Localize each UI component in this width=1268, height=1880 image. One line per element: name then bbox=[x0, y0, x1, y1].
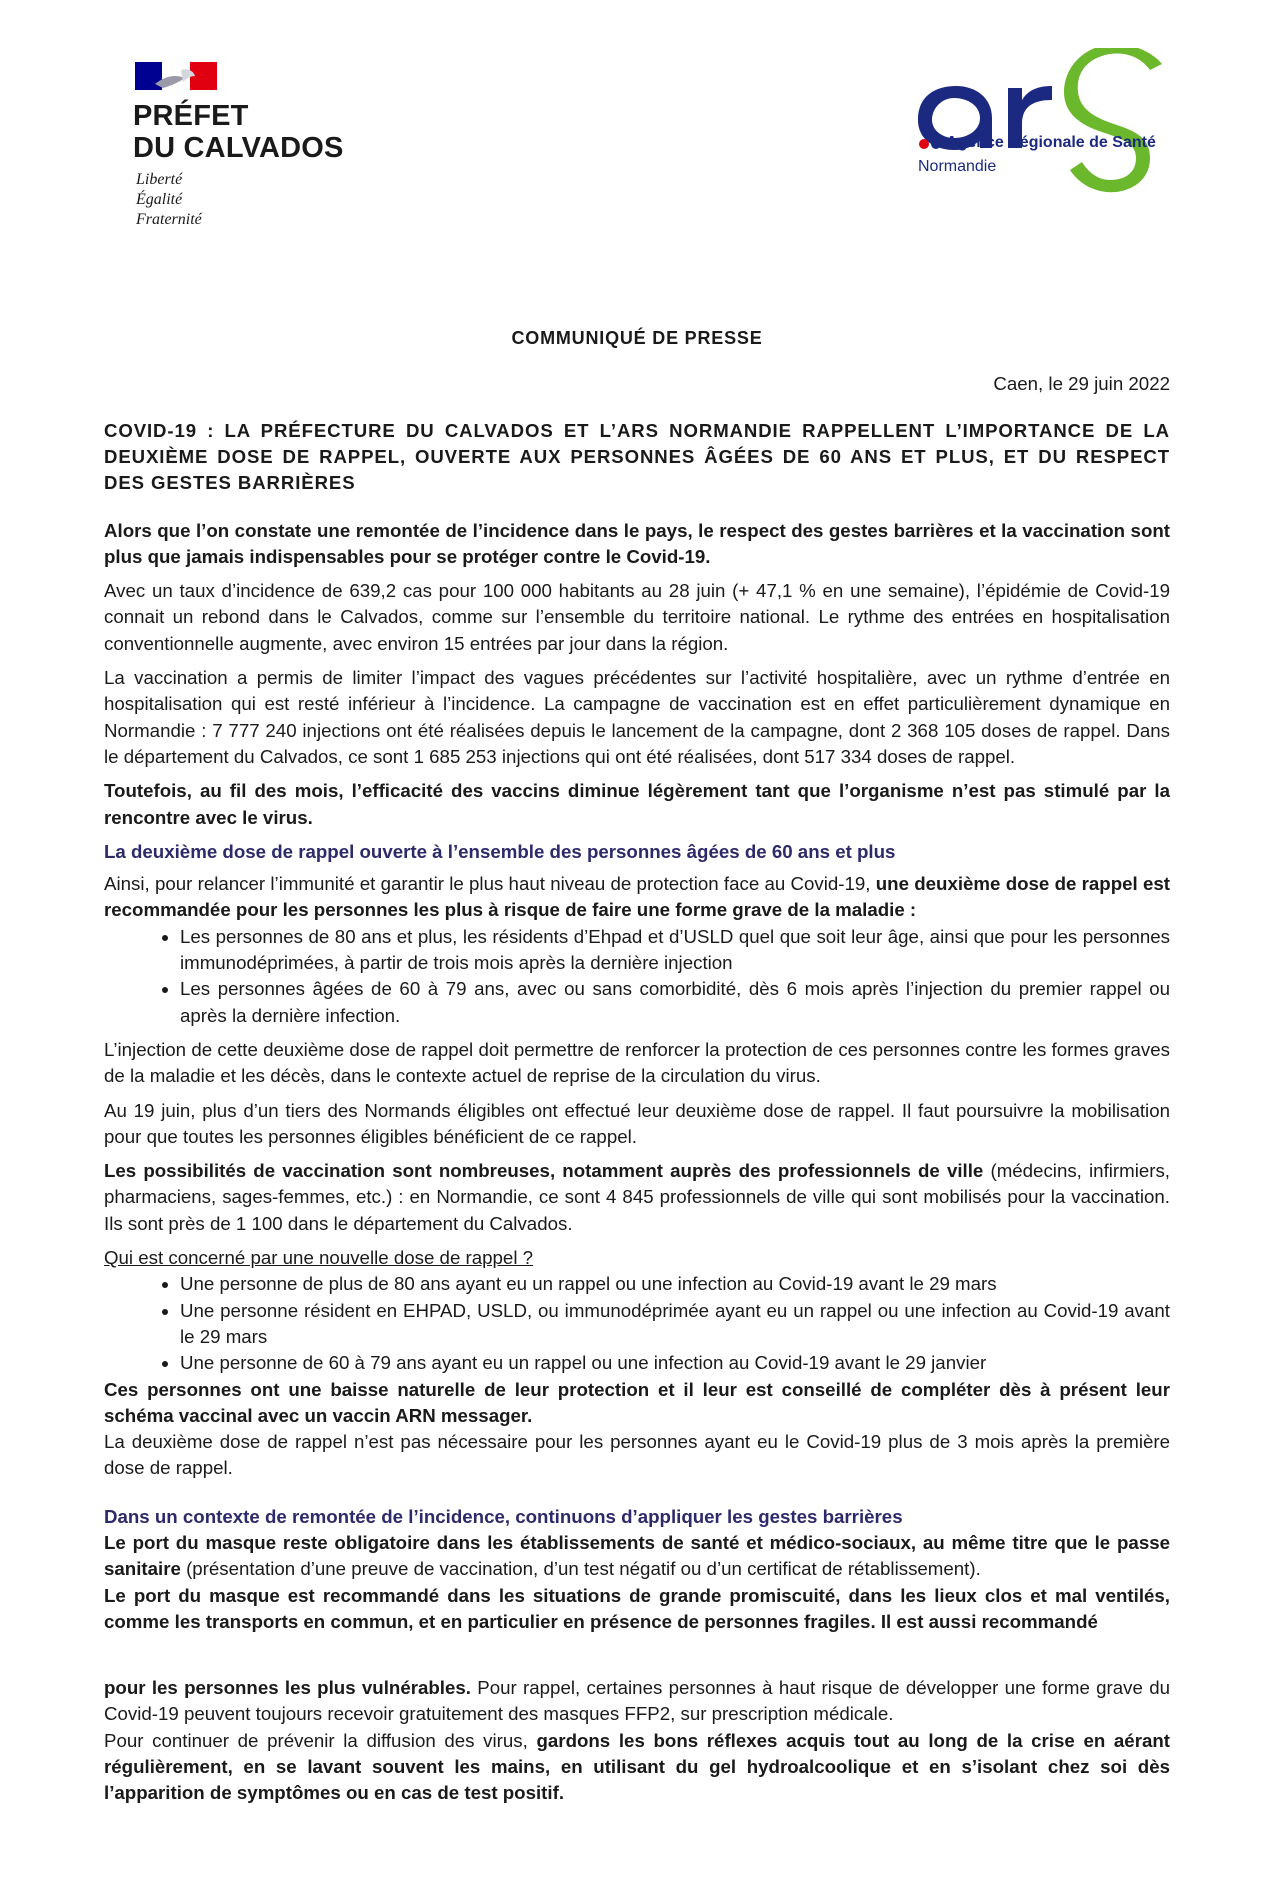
press-release-label: COMMUNIQUÉ DE PRESSE bbox=[511, 328, 763, 348]
prefect-name-line1: PRÉFET bbox=[133, 100, 249, 132]
eligible-groups-list bbox=[104, 924, 1170, 1029]
paragraph-mask-mandatory bbox=[104, 1530, 1170, 1583]
marianne-flag-icon bbox=[135, 62, 217, 90]
paragraph-injection-purpose: L’injection de cette deuxième dose de rappel doit permettre de renforcer la protection de ces personnes contre les formes graves de la maladie et les décès, dans le contexte actuel de reprise de la circulation du virus. bbox=[104, 1038, 1170, 1087]
main-title: COVID-19 : LA PRÉFECTURE DU CALVADOS ET L’ARS NORMANDIE RAPPELLENT L’IMPORTANCE DE LA DEUXIÈME DOSE DE RAPPEL, OUVERTE AUX PERSONNES ÂGÉES DE 60 ANS ET PLUS, ET DU RESPECT DES GESTES BARRIÈRES bbox=[104, 419, 1170, 493]
prefect-motto bbox=[136, 170, 202, 230]
paragraph-vulnerable bbox=[104, 1675, 1170, 1728]
paragraph-vaccination: La vaccination a permis de limiter l’impact des vagues précédentes sur l’activité hospitalière, avec un rythme d’entrée en hospitalisation qui est resté inférieur à l’incidence. La campagne de vaccination est en effet particulièrement dynamique en Normandie : 7 777 240 injections ont été réalisées depuis le lancement de la campagne, dont 2 368 105 doses de rappel. Dans le département du Calvados, ce sont 1 685 253 injections qui ont été réalisées, dont 517 334 doses de rappel. bbox=[104, 667, 1170, 767]
lead-paragraph: Alors que l’on constate une remontée de l’incidence dans le pays, le respect des gestes barrières et la vaccination sont plus que jamais indispensables pour se protéger contre le Covid-19. bbox=[104, 519, 1170, 567]
list-item: • Une personne de 60 à 79 ans ayant eu un rappel ou une infection au Covid-19 avant le 29 janvier bbox=[180, 1350, 1170, 1376]
ars-subtitle-region: Normandie bbox=[918, 158, 997, 175]
who-is-concerned-list bbox=[104, 1271, 1170, 1376]
professionals-bold: Les possibilités de vaccination sont nombreuses, notamment auprès des professionnels de ville bbox=[104, 1160, 984, 1182]
section-heading-second-booster: La deuxième dose de rappel ouverte à l’ensemble des personnes âgées de 60 ans et plus bbox=[104, 840, 896, 862]
ars-subtitle-agency: Agence Régionale de Santé bbox=[946, 134, 1156, 151]
list-item: • Une personne de plus de 80 ans ayant eu un rappel ou une infection au Covid-19 avant le 29 mars bbox=[180, 1271, 1170, 1297]
paragraph-not-necessary: La deuxième dose de rappel n’est pas nécessaire pour les personnes ayant eu le Covid-19 plus de 3 mois après la première dose de rappel. bbox=[104, 1431, 1170, 1479]
prefect-name bbox=[133, 100, 344, 164]
motto-egalite: Égalité bbox=[136, 191, 183, 208]
recommendation-bold: une deuxième dose de rappel est recommandée pour les personnes les plus à risque de faire une forme grave de la maladie : bbox=[104, 873, 1170, 921]
paragraph-progress: Au 19 juin, plus d’un tiers des Normands éligibles ont effectué leur deuxième dose de rappel. Il faut poursuivre la mobilisation pour que toutes les personnes éligibles bénéficient de ce rappel. bbox=[104, 1099, 1170, 1147]
dateline: Caen, le 29 juin 2022 bbox=[993, 373, 1170, 395]
vulnerable-bold: pour les personnes les plus vulnérables. bbox=[104, 1677, 471, 1699]
motto-fraternite: Fraternité bbox=[136, 211, 202, 228]
recommendation-intro: Ainsi, pour relancer l’immunité et garantir le plus haut niveau de protection face au Covid-19, bbox=[104, 873, 876, 895]
mask-mandatory-rest: (présentation d’une preuve de vaccination, d’un test négatif ou d’un certificat de rétablissement). bbox=[180, 1558, 981, 1580]
paragraph-efficacy: Toutefois, au fil des mois, l’efficacité des vaccins diminue légèrement tant que l’organisme n’est pas stimulé par la rencontre avec le virus. bbox=[104, 780, 1170, 828]
paragraph-recommendation bbox=[104, 871, 1170, 924]
paragraph-natural-decline: Ces personnes ont une baisse naturelle de leur protection et il leur est conseillé de compléter dès à présent leur schéma vaccinal avec un vaccin ARN messager. bbox=[104, 1378, 1170, 1426]
paragraph-good-habits bbox=[104, 1728, 1170, 1807]
mask-mandatory-bold: Le port du masque reste obligatoire dans les établissements de santé et médico-sociaux, au même titre que le passe sanitaire bbox=[104, 1531, 1170, 1580]
press-release-body bbox=[104, 325, 1170, 1807]
ars-logo bbox=[910, 48, 1178, 200]
list-item: • Les personnes âgées de 60 à 79 ans, avec ou sans comorbidité, dès 6 mois après l’injection du premier rappel ou après la dernière infection. bbox=[180, 976, 1170, 1029]
prefect-name-line2: DU CALVADOS bbox=[133, 132, 344, 164]
section-heading-barrier-gestures: Dans un contexte de remontée de l’incidence, continuons d’appliquer les gestes barrières bbox=[104, 1505, 903, 1527]
ars-dots-icon bbox=[918, 138, 944, 150]
good-habits-intro: Pour continuer de prévenir la diffusion des virus, bbox=[104, 1729, 537, 1751]
question-heading: Qui est concerné par une nouvelle dose de rappel ? bbox=[104, 1247, 534, 1269]
professionals-rest: (médecins, infirmiers, pharmaciens, sages-femmes, etc.) : en Normandie, ce sont 4 845 professionnels de ville qui sont mobilisés pour la vaccination. Ils sont près de 1 100 dans le département du Calvados. bbox=[104, 1160, 1171, 1234]
paragraph-mask-recommended: Le port du masque est recommandé dans les situations de grande promiscuité, dans les lieux clos et mal ventilés, comme les transports en commun, et en particulier en présence de personnes fragiles. Il est aussi recommandé bbox=[104, 1584, 1170, 1632]
paragraph-incidence: Avec un taux d’incidence de 639,2 cas pour 100 000 habitants au 28 juin (+ 47,1 % en une semaine), l’épidémie de Covid-19 connait un rebond dans le Calvados, comme sur l’ensemble du territoire national. Le rythme des entrées en hospitalisation conventionnelle augmente, avec environ 15 entrées par jour dans la région. bbox=[104, 580, 1170, 654]
list-item: • Une personne résident en EHPAD, USLD, ou immunodéprimée ayant eu un rappel ou une infection au Covid-19 avant le 29 mars bbox=[180, 1298, 1170, 1351]
paragraph-professionals bbox=[104, 1158, 1170, 1237]
motto-liberte: Liberté bbox=[136, 171, 183, 188]
good-habits-bold: gardons les bons réflexes acquis tout au long de la crise en aérant régulièrement, en se lavant souvent les mains, en utilisant du gel hydroalcoolique et en s’isolant chez soi dès l’apparition de symptômes ou en cas de test positif. bbox=[104, 1729, 1170, 1804]
vulnerable-rest: Pour rappel, certaines personnes à haut risque de développer une forme grave du Covid-19 peuvent toujours recevoir gratuitement des masques FFP2, sur prescription médicale. bbox=[104, 1677, 1170, 1725]
list-item: • Les personnes de 80 ans et plus, les résidents d’Ehpad et d’USLD quel que soit leur âge, ainsi que pour les personnes immunodéprimées, à partir de trois mois après la dernière injection bbox=[180, 924, 1170, 977]
